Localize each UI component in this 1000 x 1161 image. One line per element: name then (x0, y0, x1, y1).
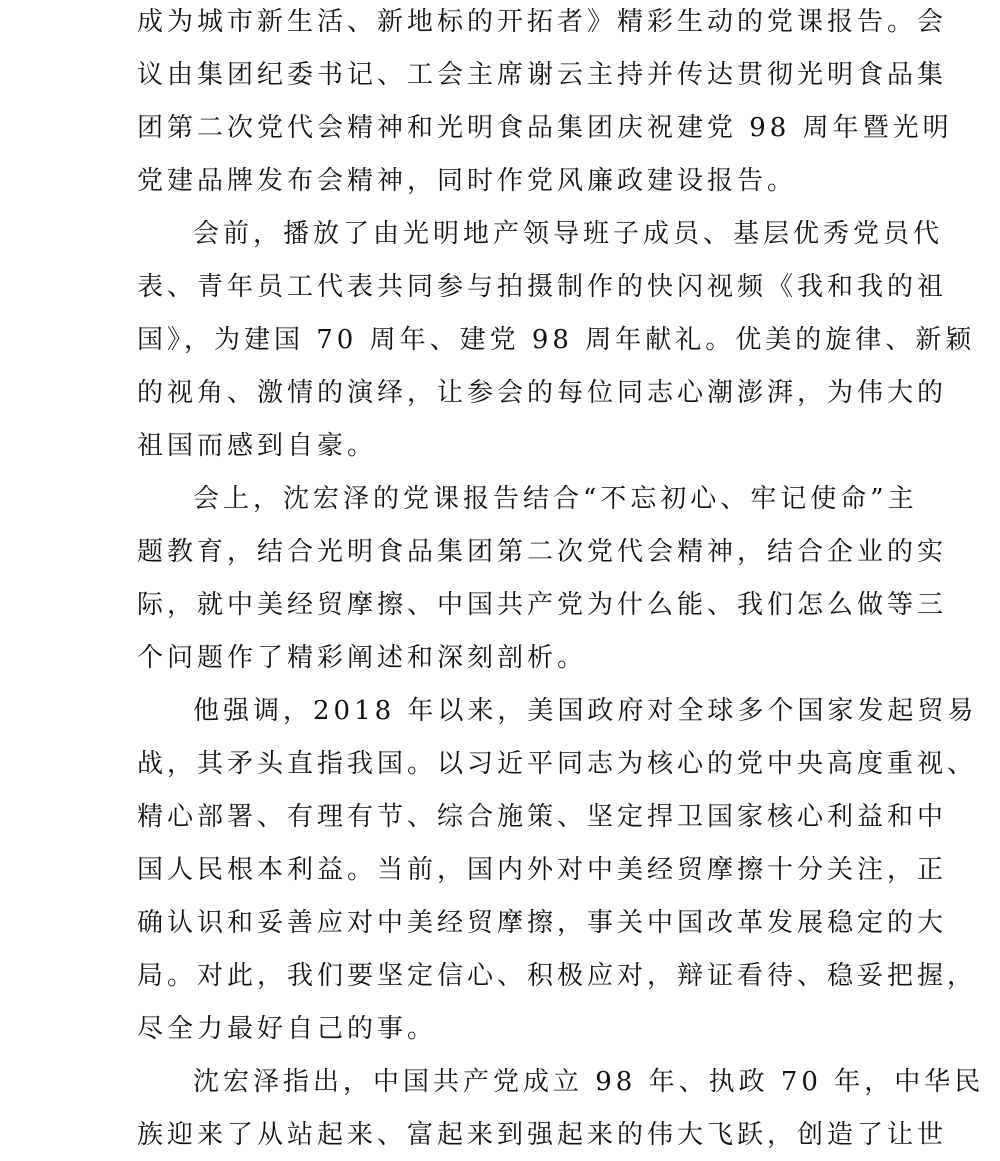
text-line: 国人民根本利益。当前，国内外对中美经贸摩擦十分关注，正 (137, 855, 948, 885)
text-line: 团第二次党代会精神和光明食品集团庆祝建党 98 周年暨光明 (137, 113, 953, 143)
text-line: 战，其矛头直指我国。以习近平同志为核心的党中央高度重视、 (137, 749, 978, 779)
text-line: 议由集团纪委书记、工会主席谢云主持并传达贯彻光明食品集 (137, 60, 948, 90)
text-line: 确认识和妥善应对中美经贸摩擦，事关中国改革发展稳定的大 (137, 908, 948, 938)
text-line: 精心部署、有理有节、综合施策、坚定捍卫国家核心利益和中 (137, 802, 948, 832)
text-line: 际，就中美经贸摩擦、中国共产党为什么能、我们怎么做等三 (137, 590, 948, 620)
text-line: 会上，沈宏泽的党课报告结合“不忘初心、牢记使命”主 (193, 484, 918, 514)
text-line: 局。对此，我们要坚定信心、积极应对，辩证看待、稳妥把握， (137, 961, 978, 991)
text-line: 尽全力最好自己的事。 (137, 1014, 438, 1044)
text-line: 沈宏泽指出，中国共产党成立 98 年、执政 70 年，中华民 (193, 1067, 985, 1097)
text-line: 成为城市新生活、新地标的开拓者》精彩生动的党课报告。会 (137, 7, 948, 37)
text-line: 会前，播放了由光明地产领导班子成员、基层优秀党员代 (193, 219, 944, 249)
text-line: 他强调，2018 年以来，美国政府对全球多个国家发起贸易 (193, 696, 978, 726)
text-line: 的视角、激情的演绎，让参会的每位同志心潮澎湃，为伟大的 (137, 378, 948, 408)
text-line: 党建品牌发布会精神，同时作党风廉政建设报告。 (137, 166, 798, 196)
text-line: 表、青年员工代表共同参与拍摄制作的快闪视频《我和我的祖 (137, 272, 948, 302)
text-line: 族迎来了从站起来、富起来到强起来的伟大飞跃，创造了让世 (137, 1120, 948, 1150)
text-line: 国》，为建国 70 周年、建党 98 周年献礼。优美的旋律、新颖 (137, 325, 976, 355)
text-line: 题教育，结合光明食品集团第二次党代会精神，结合企业的实 (137, 537, 948, 567)
text-line: 个问题作了精彩阐述和深刻剖析。 (137, 643, 588, 673)
text-line: 祖国而感到自豪。 (137, 431, 378, 461)
